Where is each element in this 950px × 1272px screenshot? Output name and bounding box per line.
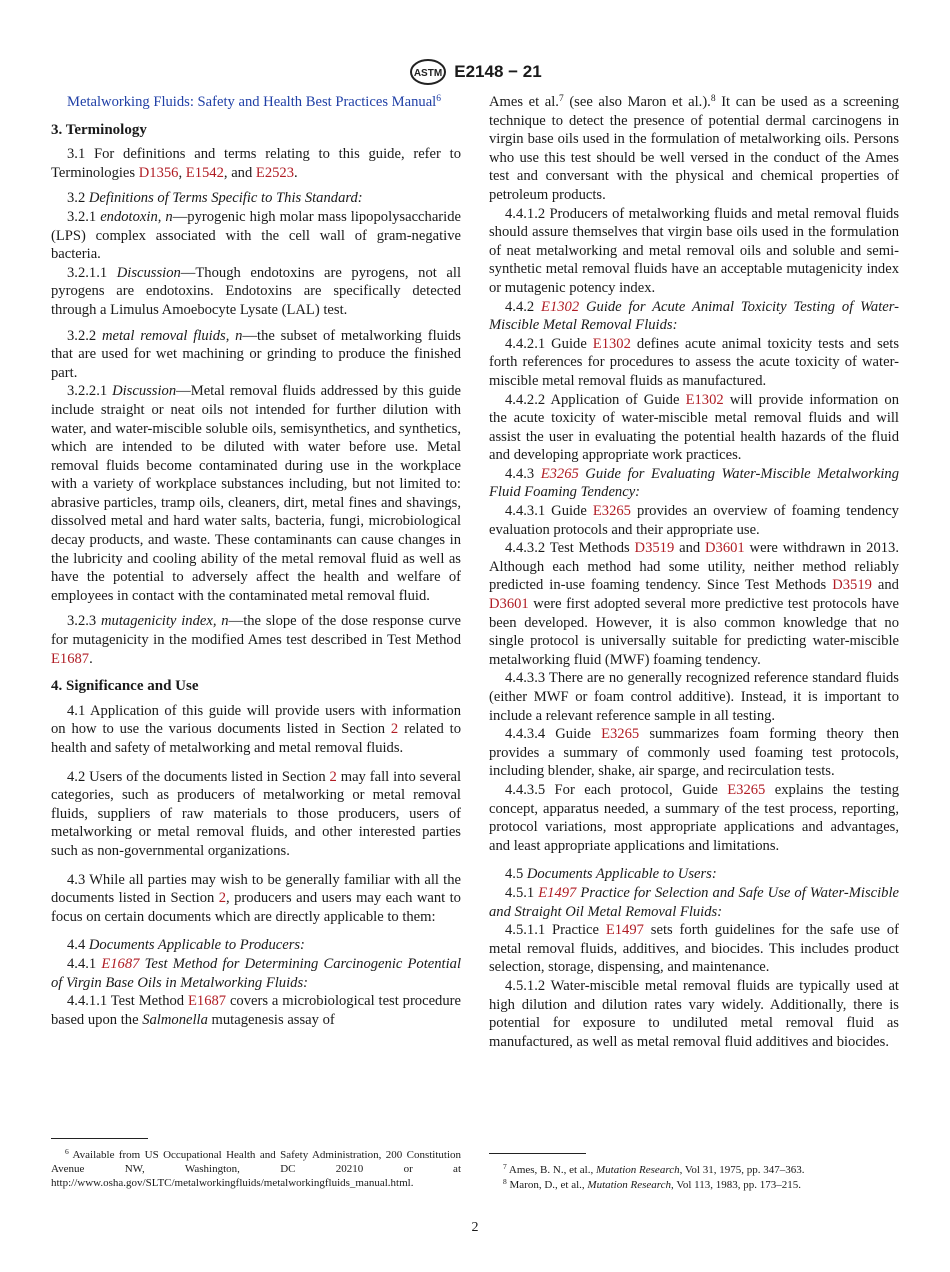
section-heading-terminology: 3. Terminology xyxy=(51,121,147,138)
footnote-7: $^7$ Ames, B. N., et al., Mutation Research, Vol 31, 1975, pp. 347–363. xyxy=(503,1162,805,1176)
ref-e2523[interactable]: E2523 xyxy=(255,164,295,181)
para-4-4-3: 4.4.3 E3265 Guide for Evaluating Water-Miscible Metalworking Fluid Foaming Tendency: xyxy=(489,465,900,501)
para-4-2: 4.2 Users of the documents listed in Section 2 may fall into several categories, such as producers of metalworking or metal removal fluids, suppliers of raw materials to those producers, users of metalworking or metal removal fluids, and other interested parties such as non-governmental organizations. xyxy=(51,768,461,859)
astm-logo-icon xyxy=(408,58,448,86)
ref-section-2[interactable]: 2 xyxy=(218,890,227,907)
ref-e1687[interactable]: E1687 xyxy=(101,955,140,972)
para-4-5: 4.5 Documents Applicable to Users: xyxy=(505,866,717,883)
para-4-4-1-2: 4.4.1.2 Producers of metalworking fluids and metal removal fluids should assure themselves that virgin base oils used in the formulation of neat metalworking and metal removal oils and soluble and semi-synthetic metal removal fluids have an acceptable mutagenicity index or mutagenic potency index. xyxy=(489,205,899,296)
ref-e1497[interactable]: E1497 xyxy=(605,922,644,939)
para-4-4-2: 4.4.2 E1302 Guide for Acute Animal Toxicity Testing of Water-Miscible Metal Removal Fluids: xyxy=(489,298,899,334)
ref-e1302[interactable]: E1302 xyxy=(685,391,724,408)
page-header xyxy=(0,58,950,86)
ref-section-2[interactable]: 2 xyxy=(329,768,337,785)
para-4-1: 4.1 Application of this guide will provide users with information on how to use the various documents listed in Section 2 related to health and safety of metalworking and metal removal fluids. xyxy=(51,702,461,756)
ref-e3265[interactable]: E3265 xyxy=(592,503,631,520)
para-4-4: 4.4 Documents Applicable to Producers: xyxy=(67,937,305,954)
ref-e3265[interactable]: E3265 xyxy=(727,781,766,798)
footnote-rule-right xyxy=(489,1153,586,1154)
para-3-2-1-1: 3.2.1.1 Discussion—Though endotoxins are pyrogens, not all pyrogens are endotoxins. Endotoxins are specifically detected through a Limulus Amoebocyte Lysate (LAL) test. xyxy=(51,264,462,318)
para-3-1: 3.1 For definitions and terms relating to this guide, refer to Terminologies D1356, E1542, and E2523. xyxy=(51,146,461,181)
svg-text:ASTM: ASTM xyxy=(414,68,443,79)
footnote-ref-7: 7 xyxy=(558,94,564,104)
left-column xyxy=(51,93,461,1029)
para-4-4-3-3: 4.4.3.3 There are no generally recognized reference standard fluids (either MWF or foam control additive). Instead, it is important to include a relevant reference sample in all testing. xyxy=(489,670,899,724)
para-3-2-2-1: 3.2.2.1 Discussion—Metal removal fluids addressed by this guide include straight or neat oils not intended for further dilution with water, and water-miscible soluble oils, semisynthetics, and synthetics, which are intended to be diluted with water before use. Metal removal fluids become contaminated during use in the workplace with a variety of workplace substances including, but not limited to: abrasive particles, tramp oils, cleaners, dirt, metal fines and shavings, dissolved metal and hard water salts, bacteria, fungi, microbiological decay products, and waste. These contaminants can cause changes in the lubricity and cooling ability of the metal removal fluid as well as have the potential to adversely affect the health and welfare of employees in contact with the contaminated metal removal fluid. xyxy=(51,383,461,604)
ref-d3519[interactable]: D3519 xyxy=(634,540,675,557)
para-3-2: 3.2 Definitions of Terms Specific to This Standard: xyxy=(67,190,363,207)
para-3-2-1: 3.2.1 endotoxin, n—pyrogenic high molar mass lipopolysaccharide (LPS) complex associated with the cell wall of gram-negative bacteria. xyxy=(51,208,461,263)
ref-e3265[interactable]: E3265 xyxy=(540,465,579,482)
page-number: 2 xyxy=(471,1220,479,1235)
para-3-2-2: 3.2.2 metal removal fluids, n—the subset of metalworking fluids that are used for wet machining or grinding to produce the finished part. xyxy=(51,327,461,381)
para-4-4-2-2: 4.4.2.2 Application of Guide E1302 will provide information on the acute toxicity of water-miscible metal removal fluids and will assist the user in evaluating the potential health hazards of the fluid and developing appropriate work practices. xyxy=(489,391,899,464)
para-4-5-1-1: 4.5.1.1 Practice E1497 sets forth guidelines for the safe use of metal removal fluids, additives, and biocides. This includes product selection, storage, dispensing, and maintenance. xyxy=(489,922,899,976)
para-4-5-1-2: 4.5.1.2 Water-miscible metal removal fluids are typically used at high dilution and dilution rates vary widely. Additionally, there is potential for exposure to undiluted metal removal fluid as manufactured, as well as metal removal fluid additives and biocides. xyxy=(489,977,899,1050)
footnote-6: $^6$ Available from US Occupational Health and Safety Administration, 200 Constitution Avenue NW, Washington, DC 20210 or at http://www.osha.gov/SLTC/metalworkingfluids/metalworkingfluids_manual.html. xyxy=(51,1147,461,1189)
ref-e1302[interactable]: E1302 xyxy=(592,335,631,352)
footnote-ref-6: 6 xyxy=(436,94,441,104)
para-4-4-2-1: 4.4.2.1 Guide E1302 defines acute animal toxicity tests and sets forth references for procedures to assess the acute toxicity of water-miscible metal removal fluids as manufactured. xyxy=(489,335,899,389)
section-heading-significance: 4. Significance and Use xyxy=(51,678,199,695)
ref-e1542[interactable]: E1542 xyxy=(185,164,224,181)
para-3-2-3: 3.2.3 mutagenicity index, n—the slope of the dose response curve for mutagenicity in the modified Ames test described in Test Method E1687. xyxy=(51,613,461,667)
footnote-rule-left xyxy=(51,1138,148,1139)
ref-e1497[interactable]: E1497 xyxy=(538,884,577,901)
ref-d1356[interactable]: D1356 xyxy=(138,164,179,181)
para-4-4-3-2: 4.4.3.2 Test Methods D3519 and D3601 were withdrawn in 2013. Although each method had some utility, neither method reliably predicted in-use foaming tendency. Since Test Methods D3519 and D3601 were first adopted several more predictive test protocols have been developed. However, it is also common knowledge that no single protocol is universally suitable for predicting water-miscible metalworking fluid (MWF) foaming tendency. xyxy=(489,540,899,668)
para-4-4-1: 4.4.1 E1687 Test Method for Determining Carcinogenic Potential of Virgin Base Oils in Metalworking Fluids: xyxy=(51,955,461,991)
ref-e3265[interactable]: E3265 xyxy=(601,726,640,743)
para-4-3: 4.3 While all parties may wish to be generally familiar with all the documents listed in Section 2, producers and users may each want to focus on certain documents which are directly applicable to them: xyxy=(51,871,461,925)
ref-section-2[interactable]: 2 xyxy=(390,721,399,738)
ref-d3601[interactable]: D3601 xyxy=(489,596,529,613)
ref-e1302[interactable]: E1302 xyxy=(541,298,580,315)
para-4-4-3-5: 4.4.3.5 For each protocol, Guide E3265 explains the testing concept, apparatus needed, a summary of the test process, reporting, protocol variations, most appropriate applications and advantages, and least appropriate applications and limitations. xyxy=(489,781,900,854)
footnote-ref-8: 8 xyxy=(710,94,716,104)
para-ames-continued: Ames et al.$^7$ (see also Maron et al.).$^8$ It can be used as a screening technique to detect the presence of potential dermal carcinogens in virgin base oils used in the formulation of metalworking oils. Persons who use this test should be well versed in the conduct of the Ames test and conversant with the physical and chemical properties of petroleum products. xyxy=(489,94,900,203)
document-id: E2148 − 21 xyxy=(454,62,542,81)
footnote-8: $^8$ Maron, D., et al., Mutation Research, Vol 113, 1983, pp. 173–215. xyxy=(503,1177,801,1191)
ref-e1687[interactable]: E1687 xyxy=(187,993,227,1010)
manual-title[interactable]: Metalworking Fluids: Safety and Health Best Practices Manual$^6$ xyxy=(67,94,441,110)
ref-d3601[interactable]: D3601 xyxy=(705,540,745,557)
para-4-4-1-1: 4.4.1.1 Test Method E1687 covers a microbiological test procedure based upon the Salmonella mutagenesis assay of xyxy=(51,993,461,1028)
para-4-5-1: 4.5.1 E1497 Practice for Selection and Safe Use of Water-Miscible and Straight Oil Metal Removal Fluids: xyxy=(489,884,899,920)
para-4-4-3-1: 4.4.3.1 Guide E3265 provides an overview of foaming tendency evaluation protocols and their appropriate use. xyxy=(489,503,899,538)
ref-d3519[interactable]: D3519 xyxy=(832,577,872,594)
ref-e1687[interactable]: E1687 xyxy=(51,650,90,667)
right-column xyxy=(489,93,899,1051)
para-4-4-3-4: 4.4.3.4 Guide E3265 summarizes foam forming theory then provides a summary of commonly used foaming test protocols, including blender, shake, air sparge, and recirculation tests. xyxy=(489,726,899,780)
